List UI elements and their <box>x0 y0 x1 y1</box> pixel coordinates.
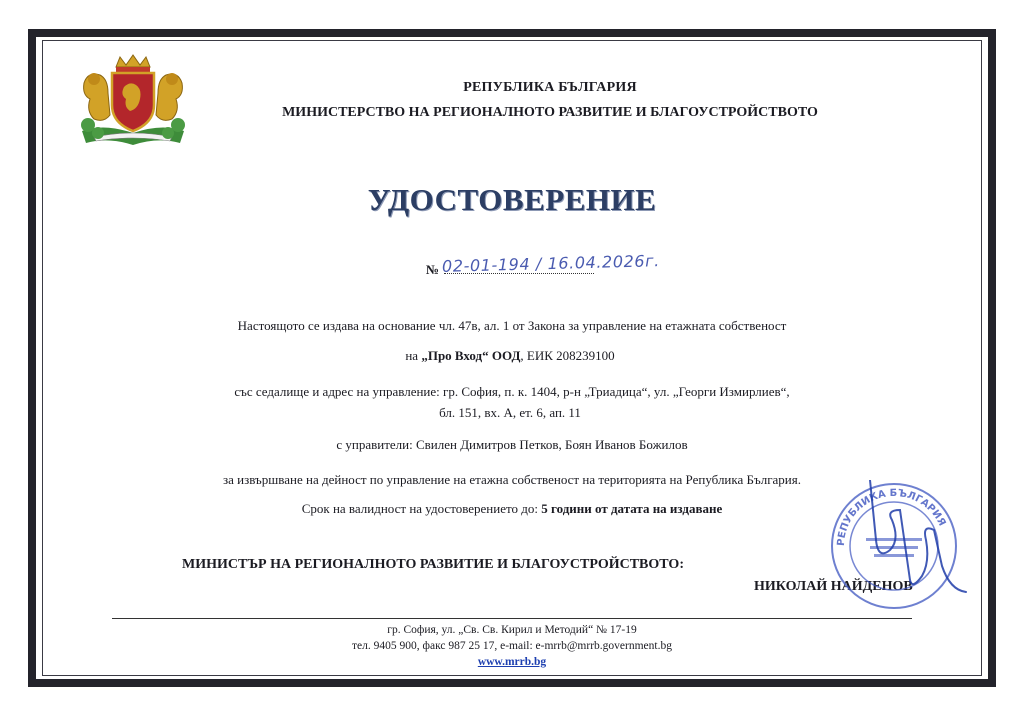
body-line-legal-basis: Настоящото се издава на основание чл. 47в, ал. 1 от Закона за управление на етажната собственост <box>237 318 787 333</box>
document-title: УДОСТОВЕРЕНИЕ <box>367 182 657 217</box>
footer-address: гр. София, ул. „Св. Св. Кирил и Методий“ № 17-19 <box>387 624 637 636</box>
body-line-activity: за извършване на дейност по управление на етажна собственост на територията на Република България. <box>223 472 801 487</box>
minister-title: МИНИСТЪР НА РЕГИОНАЛНОТО РАЗВИТИЕ И БЛАГОУСТРОЙСТВОТО: <box>182 557 684 572</box>
svg-text:РЕПУБЛИКА БЪЛГАРИЯ: РЕПУБЛИКА БЪЛГАРИЯ <box>835 487 948 547</box>
handwritten-number: 02-01-194 / 16.04.2026г. <box>441 251 661 276</box>
footer-divider <box>112 618 912 619</box>
number-sign: № <box>426 262 440 277</box>
company-name: „Про Вход“ ООД <box>421 348 521 363</box>
body-line-validity: Срок на валидност на удостоверението до: 5 години от датата на издаване <box>301 501 723 516</box>
country-header: РЕПУБЛИКА БЪЛГАРИЯ <box>463 80 637 95</box>
validity-period: 5 години от датата на издаване <box>541 501 723 516</box>
signature-icon <box>830 480 970 600</box>
body-line-address-cont: бл. 151, вх. А, ет. 6, ап. 11 <box>439 405 581 420</box>
ministry-header: МИНИСТЕРСТВО НА РЕГИОНАЛНОТО РАЗВИТИЕ И БЛАГОУСТРОЙСТВОТО <box>282 105 818 120</box>
coat-of-arms-icon <box>74 53 192 151</box>
minister-name: НИКОЛАЙ НАЙДЕНОВ <box>754 579 913 594</box>
registration-number <box>400 252 660 282</box>
footer-contacts: тел. 9405 900, факс 987 25 17, e-mail: e-mrrb@mrrb.government.bg <box>352 640 672 652</box>
body-line-managers: с управители: Свилен Димитров Петков, Боян Иванов Божилов <box>336 437 688 452</box>
body-line-address: със седалище и адрес на управление: гр. София, п. к. 1404, р-н „Триадица“, ул. „Георги Измирлиев“, <box>234 384 790 399</box>
body-line-company: на „Про Вход“ ООД, ЕИК 208239100 <box>405 348 615 363</box>
footer-website-link[interactable]: www.mrrb.bg <box>477 656 547 668</box>
